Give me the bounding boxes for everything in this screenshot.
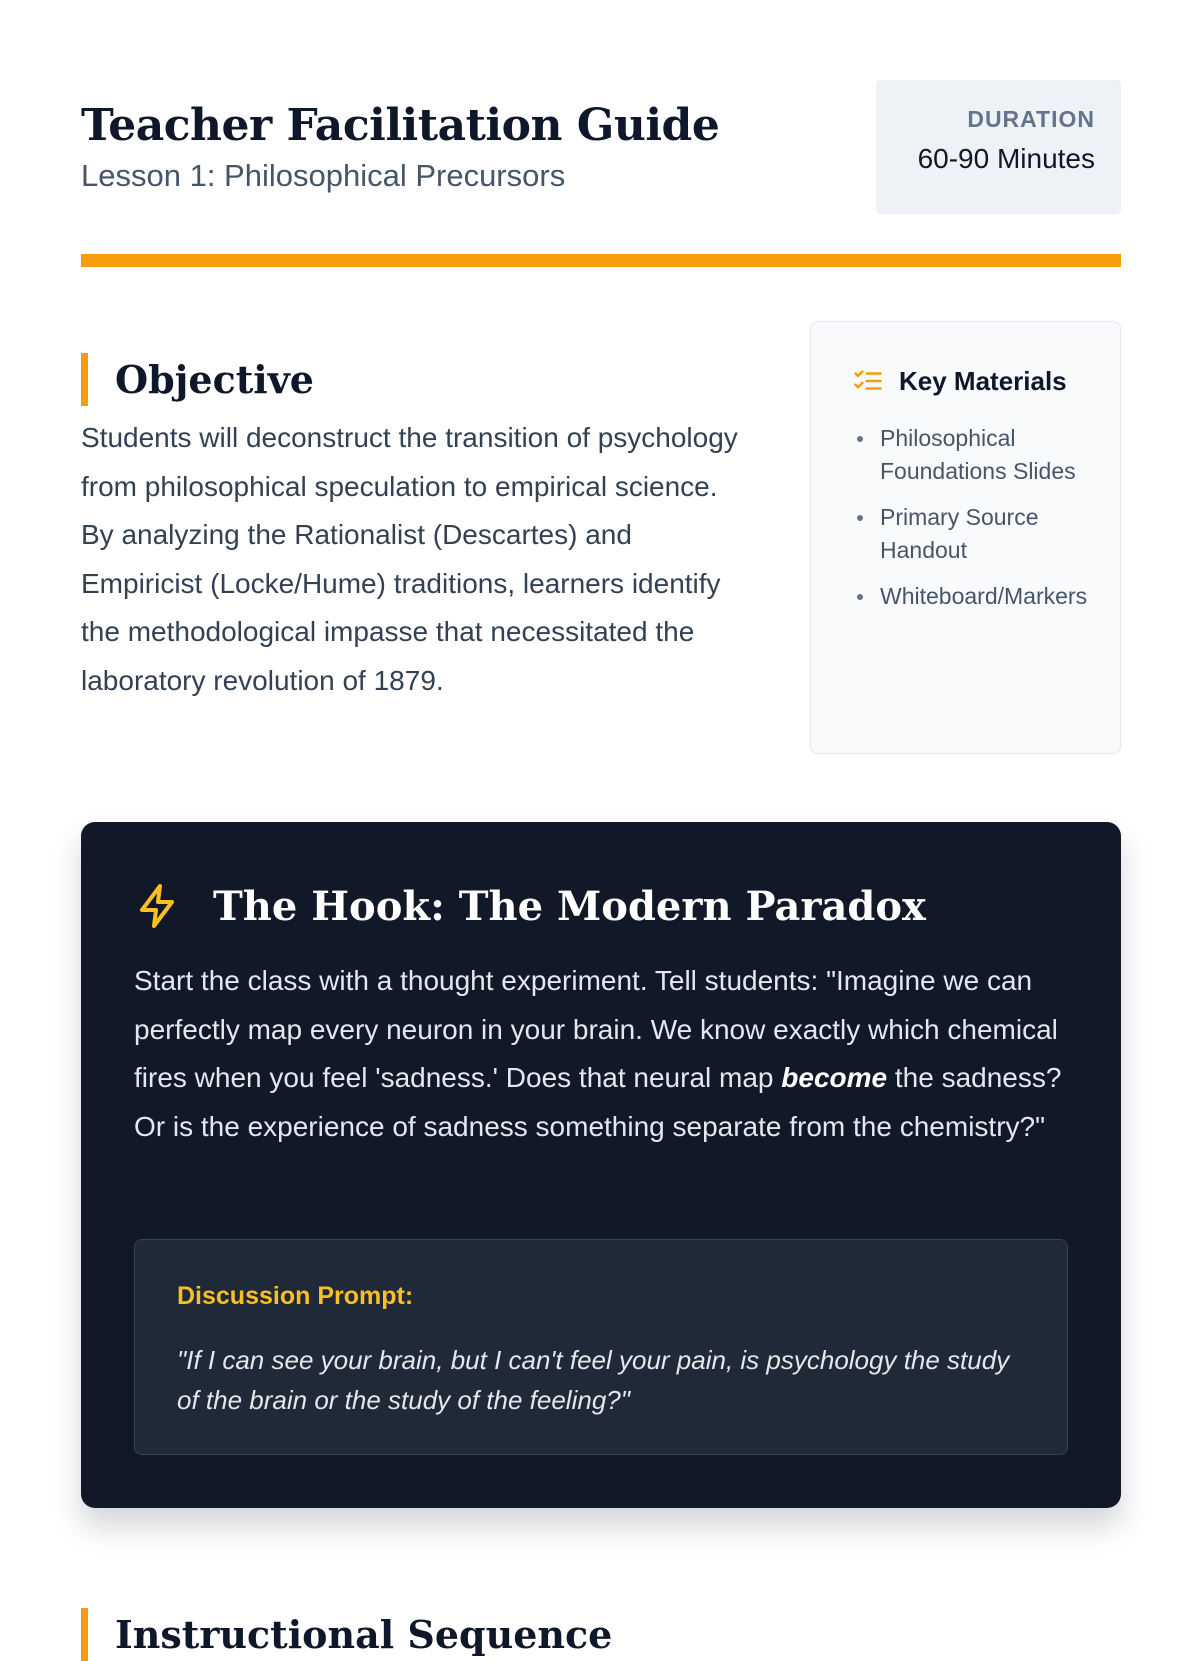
hook-title: The Hook: The Modern Paradox <box>213 882 926 930</box>
discussion-prompt-box <box>134 1239 1068 1455</box>
key-materials-header <box>853 364 1067 398</box>
facilitation-guide-page <box>81 0 1121 1657</box>
discussion-prompt-label: Discussion Prompt: <box>177 1282 414 1310</box>
hook-header <box>134 878 926 934</box>
lightning-icon <box>134 882 182 930</box>
key-materials-panel <box>810 321 1121 754</box>
materials-list <box>853 422 1103 626</box>
discussion-prompt-quote: "If I can see your brain, but I can't feel your pain, is psychology the study of the brain or the study of the feeling?" <box>177 1345 1010 1415</box>
header-divider <box>81 254 1121 267</box>
hook-text-tail: the sadness? Or is the experience of sadness something separate from the chemistry?" <box>134 1062 1062 1142</box>
key-materials-title: Key Materials <box>899 365 1067 396</box>
duration-label: DURATION <box>967 106 1095 132</box>
objective-text: Students will deconstruct the transition of psychology from philosophical speculation to empirical science. By analyzing the Rationalist (Descartes) and Empiricist (Locke/Hume) traditions, learners identify the methodological impasse that necessitated the laboratory revolution of 1879. <box>81 422 738 696</box>
materials-list-item: Philosophical Foundations Slides <box>853 422 1103 488</box>
duration-value: 60-90 Minutes <box>917 143 1095 174</box>
checklist-icon <box>853 366 883 396</box>
page-title: Teacher Facilitation Guide <box>81 100 720 151</box>
materials-list-item: Whiteboard/Markers <box>853 580 1103 613</box>
objective-heading: Objective <box>81 353 314 406</box>
guide-header <box>81 80 1121 214</box>
hook-text-lead: Start the class with a thought experiment. Tell students: "Imagine we can perfectly map every neuron in your brain. We know exactly which chemical fires when you feel 'sadness.' Does that neural map <box>134 965 1058 1094</box>
lesson-subtitle: Lesson 1: Philosophical Precursors <box>81 158 566 193</box>
duration-box <box>876 80 1121 214</box>
materials-list-item: Primary Source Handout <box>853 501 1103 567</box>
instructional-sequence-heading: Instructional Sequence <box>81 1608 612 1661</box>
hook-card <box>81 822 1121 1508</box>
hook-text-emphasis: become <box>781 1062 888 1094</box>
hook-text <box>134 957 1079 1151</box>
